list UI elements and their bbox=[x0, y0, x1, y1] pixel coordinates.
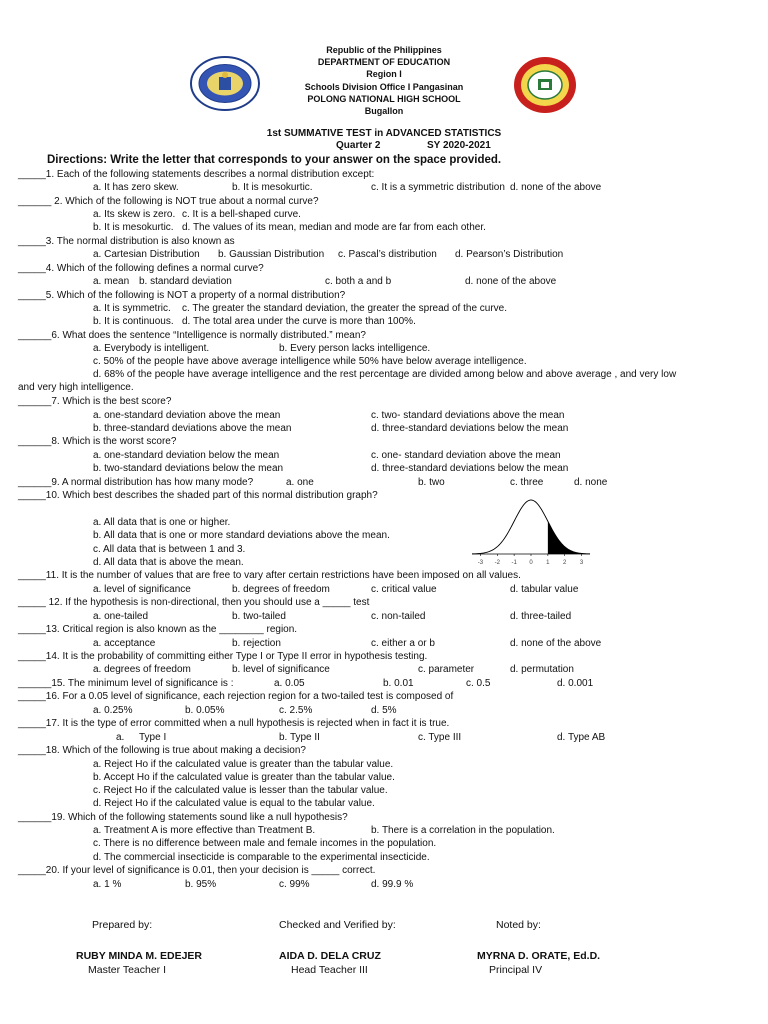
signatory-role: Noted by: bbox=[496, 919, 541, 931]
answer-option: c. critical value bbox=[371, 584, 437, 595]
signatory-position: Principal IV bbox=[489, 964, 543, 976]
question-line: ______ 2. Which of the following is NOT true about a normal curve? bbox=[18, 196, 319, 207]
answer-option: d. none of the above bbox=[510, 638, 602, 649]
question-line: d. Reject Ho if the calculated value is equal to the tabular value. bbox=[93, 798, 375, 809]
answer-option: b. 95% bbox=[185, 879, 217, 890]
header-line: Schools Division Office I Pangasinan bbox=[304, 81, 464, 92]
question-line: a. 1 % bbox=[93, 879, 122, 890]
test-title: 1st SUMMATIVE TEST in ADVANCED STATISTICS bbox=[266, 128, 502, 139]
question-line: a. 0.25% bbox=[93, 705, 133, 716]
question-line: a. one-standard deviation below the mean bbox=[93, 450, 280, 461]
answer-option: c. parameter bbox=[418, 664, 475, 675]
answer-option: c. 0.5 bbox=[466, 678, 491, 689]
question-line: and very high intelligence. bbox=[18, 382, 134, 393]
answer-option: d. The total area under the curve is more than 100%. bbox=[182, 316, 416, 327]
answer-option: d. Type AB bbox=[557, 732, 606, 743]
answer-option: c. three bbox=[510, 477, 544, 488]
answer-option: b. two-tailed bbox=[232, 611, 286, 622]
signatory-name: MYRNA D. ORATE, Ed.D. bbox=[477, 950, 601, 962]
question-line: _____20. If your level of significance is 0.01, then your decision is _____ correct. bbox=[18, 865, 376, 876]
question-line: c. There is no difference between male and female incomes in the population. bbox=[93, 838, 437, 849]
tick-label: -1 bbox=[511, 560, 517, 566]
tick-label: -2 bbox=[494, 560, 500, 566]
question-line: _____1. Each of the following statements describes a normal distribution except: bbox=[18, 169, 375, 180]
question-line: a. It has zero skew. bbox=[93, 182, 179, 193]
question-line: ______7. Which is the best score? bbox=[18, 396, 172, 407]
question-line: _____18. Which of the following is true about making a decision? bbox=[18, 745, 306, 756]
question-line: d. The commercial insecticide is comparable to the experimental insecticide. bbox=[93, 852, 430, 863]
header-line: Region I bbox=[366, 69, 402, 80]
answer-option: c. either a or b bbox=[371, 638, 435, 649]
shaded-region bbox=[548, 521, 590, 554]
question-line: c. Reject Ho if the calculated value is lesser than the tabular value. bbox=[93, 785, 388, 796]
question-line: b. Accept Ho if the calculated value is greater than the tabular value. bbox=[93, 772, 395, 783]
answer-option: b. 0.05% bbox=[185, 705, 225, 716]
directions: Directions: Write the letter that corresponds to your answer on the space provided. bbox=[47, 154, 502, 166]
question-line: _____4. Which of the following defines a normal curve? bbox=[18, 263, 264, 274]
question-line: a. level of significance bbox=[93, 584, 191, 595]
question-line: b. It is continuous. bbox=[93, 316, 174, 327]
answer-option: b. Gaussian Distribution bbox=[218, 249, 325, 260]
question-line: _____5. Which of the following is NOT a property of a normal distribution? bbox=[18, 290, 346, 301]
answer-option: a. one bbox=[286, 477, 314, 488]
question-line: _____13. Critical region is also known as the ________ region. bbox=[18, 624, 298, 635]
answer-option: b. 0.01 bbox=[383, 678, 414, 689]
tick-label: 2 bbox=[563, 560, 567, 566]
tick-label: 1 bbox=[546, 560, 550, 566]
question-line: c. 50% of the people have above average intelligence while 50% have below average intelligence. bbox=[93, 356, 527, 367]
question-line: d. 68% of the people have average intelligence and the rest percentage are divided among below and above average , and very low bbox=[93, 369, 677, 380]
question-line: b. It is mesokurtic. bbox=[93, 222, 174, 233]
answer-option: a. 0.05 bbox=[274, 678, 305, 689]
answer-option: d. none of the above bbox=[510, 182, 602, 193]
tick-label: -3 bbox=[477, 560, 484, 566]
answer-option: c. Type III bbox=[418, 732, 462, 743]
answer-option: b. degrees of freedom bbox=[232, 584, 330, 595]
answer-option: c. non-tailed bbox=[371, 611, 426, 622]
answer-option: c. Pascal’s distribution bbox=[338, 249, 437, 260]
school-year-label: SY 2020-2021 bbox=[427, 140, 491, 151]
answer-option: b. Every person lacks intelligence. bbox=[279, 343, 431, 354]
question-line: a. Cartesian Distribution bbox=[93, 249, 200, 260]
question-line: a. It is symmetric. bbox=[93, 303, 171, 314]
normal-curve bbox=[472, 500, 590, 554]
question-line: b. two-standard deviations below the mean bbox=[93, 463, 284, 474]
question-line: ______8. Which is the worst score? bbox=[18, 436, 177, 447]
signatory-position: Master Teacher I bbox=[88, 964, 167, 976]
question-line: _____14. It is the probability of committing either Type I or Type II error in hypothesis testing. bbox=[18, 651, 428, 662]
answer-option: c. It is a symmetric distribution bbox=[371, 182, 505, 193]
answer-option: d. 99.9 % bbox=[371, 879, 414, 890]
signatory-name: AIDA D. DELA CRUZ bbox=[279, 950, 381, 962]
header-line: Republic of the Philippines bbox=[326, 45, 442, 55]
answer-option: c. one- standard deviation above the mean bbox=[371, 450, 561, 461]
question-line: _____3. The normal distribution is also known as bbox=[18, 236, 235, 247]
answer-option: d. three-standard deviations below the mean bbox=[371, 423, 569, 434]
answer-option: c. The greater the standard deviation, the greater the spread of the curve. bbox=[182, 303, 508, 314]
header-line: POLONG NATIONAL HIGH SCHOOL bbox=[307, 93, 461, 104]
question-line: a. Treatment A is more effective than Treatment B. bbox=[93, 825, 316, 836]
quarter-label: Quarter 2 bbox=[336, 140, 381, 151]
question-line: ______15. The minimum level of significance is : bbox=[18, 678, 234, 689]
header-line: DEPARTMENT OF EDUCATION bbox=[317, 57, 451, 68]
question-line: a. degrees of freedom bbox=[93, 664, 191, 675]
answer-option: b. It is mesokurtic. bbox=[232, 182, 313, 193]
answer-option: b. There is a correlation in the population. bbox=[371, 825, 555, 836]
answer-option: c. two- standard deviations above the mean bbox=[371, 410, 565, 421]
signatory-role: Checked and Verified by: bbox=[279, 919, 396, 931]
tick-label: 3 bbox=[579, 560, 584, 566]
answer-option: d. 0.001 bbox=[557, 678, 594, 689]
answer-option: d. three-standard deviations below the mean bbox=[371, 463, 569, 474]
answer-option: b. standard deviation bbox=[139, 276, 232, 287]
question-line: ______19. Which of the following statements sound like a null hypothesis? bbox=[18, 812, 348, 823]
answer-option: d. none of the above bbox=[465, 276, 557, 287]
answer-option: d. The values of its mean, median and mode are far from each other. bbox=[182, 222, 486, 233]
question-line: a. acceptance bbox=[93, 638, 156, 649]
question-line: a. All data that is one or higher. bbox=[93, 517, 231, 528]
question-line: a. Reject Ho if the calculated value is greater than the tabular value. bbox=[93, 759, 394, 770]
document-header bbox=[0, 44, 768, 117]
question-line: _____10. Which best describes the shaded part of this normal distribution graph? bbox=[18, 490, 378, 501]
answer-option: c. both a and b bbox=[325, 276, 392, 287]
answer-option: d. three-tailed bbox=[510, 611, 572, 622]
answer-option: d. 5% bbox=[371, 705, 397, 716]
answer-option: d. Pearson’s Distribution bbox=[455, 249, 564, 260]
question-line: a. mean bbox=[93, 276, 130, 287]
question-line: a. one-standard deviation above the mean bbox=[93, 410, 281, 421]
signatory-position: Head Teacher III bbox=[291, 964, 368, 976]
question-line: _____17. It is the type of error committed when a null hypothesis is rejected when in fact it is true. bbox=[18, 718, 450, 729]
question-line: ______6. What does the sentence “Intelligence is normally distributed.” mean? bbox=[18, 330, 366, 341]
tick-label: 0 bbox=[529, 560, 533, 566]
header-line: Bugallon bbox=[364, 106, 404, 117]
answer-option: d. none bbox=[574, 477, 608, 488]
question-line: b. All data that is one or more standard deviations above the mean. bbox=[93, 530, 390, 541]
answer-option: d. tabular value bbox=[510, 584, 579, 595]
question-line: c. All data that is between 1 and 3. bbox=[93, 544, 246, 555]
answer-option: c. It is a bell-shaped curve. bbox=[182, 209, 301, 220]
answer-option: b. rejection bbox=[232, 638, 281, 649]
question-line: _____16. For a 0.05 level of significance, each rejection region for a two-tailed test is composed of bbox=[18, 691, 454, 702]
question-line: a. one-tailed bbox=[93, 611, 149, 622]
question-line: _____11. It is the number of values that are free to vary after certain restrictions have been imposed on all values. bbox=[18, 570, 521, 581]
question-line: a. Its skew is zero. bbox=[93, 209, 176, 220]
question-line: ______9. A normal distribution has how many mode? bbox=[18, 477, 254, 488]
question-line: d. All data that is above the mean. bbox=[93, 557, 244, 568]
question-line: a. Everybody is intelligent. bbox=[93, 343, 210, 354]
question-line: b. three-standard deviations above the mean bbox=[93, 423, 292, 434]
question-line: a. bbox=[116, 732, 125, 743]
answer-option: c. 99% bbox=[279, 879, 310, 890]
answer-option: b. Type II bbox=[279, 732, 320, 743]
answer-option: d. permutation bbox=[510, 664, 574, 675]
answer-option: b. two bbox=[418, 477, 445, 488]
signatory-role: Prepared by: bbox=[92, 919, 153, 931]
normal-distribution-graph bbox=[466, 496, 596, 573]
answer-option: c. 2.5% bbox=[279, 705, 313, 716]
signatory-name: RUBY MINDA M. EDEJER bbox=[76, 950, 203, 962]
answer-option: b. level of significance bbox=[232, 664, 330, 675]
answer-option: Type I bbox=[139, 732, 167, 743]
question-line: _____ 12. If the hypothesis is non-directional, then you should use a _____ test bbox=[18, 597, 370, 608]
